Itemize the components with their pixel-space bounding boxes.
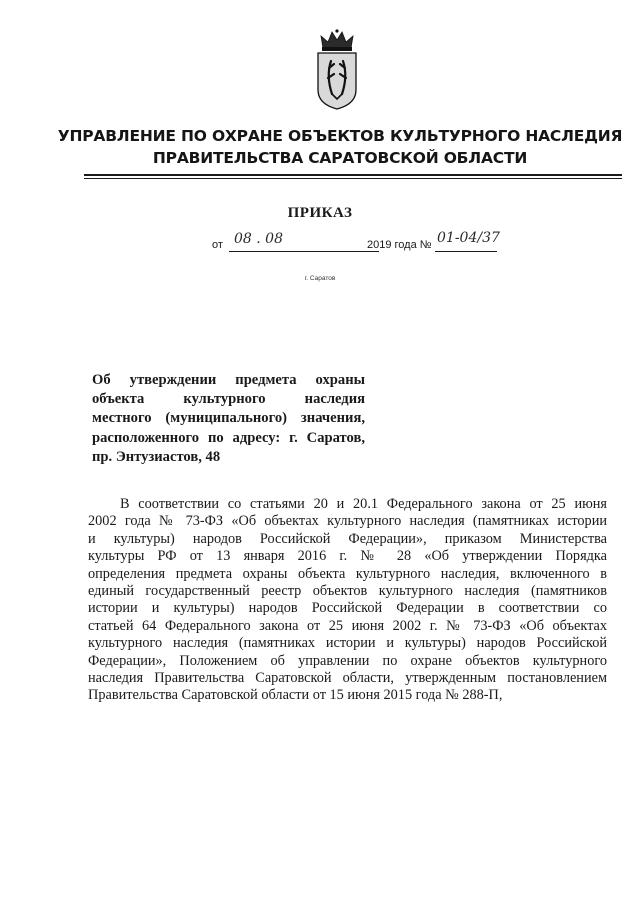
handwritten-date: 08 . 08: [234, 231, 283, 247]
body-line: В соответствии со статьями 20 и 20.1 Федерального закона от 25 июня: [120, 496, 607, 512]
body-line: единый государственный реестр объектов культурного наследия (памятников: [88, 583, 607, 600]
handwritten-order-number: 01-04/37: [437, 230, 500, 246]
subject-line: объекта культурного наследия: [92, 391, 365, 408]
body-line: Федерации», Положением об управлении по охране объектов культурного: [88, 652, 607, 669]
date-underline: [229, 251, 379, 252]
city-label: г. Саратов: [304, 275, 336, 282]
body-line: определения предмета охраны объекта культурного наследия, включенного в: [88, 565, 607, 582]
number-underline: [435, 251, 497, 252]
saratov-coat-of-arms-icon: [312, 28, 362, 110]
date-prefix-label: от: [212, 239, 223, 251]
body-line: 2002 года № 73-ФЗ «Об объектах культурного наследия (памятниках истории: [88, 513, 607, 530]
preamble-paragraph: [88, 496, 607, 705]
subject-line: местного (муниципального) значения,: [92, 410, 365, 427]
body-line: Правительства Саратовской области от 15 июня 2015 года № 288-П,: [88, 687, 503, 704]
subject-line: Об утверждении предмета охраны: [92, 372, 365, 388]
body-line: культуры РФ от 13 января 2016 г. № 28 «Об утверждении Порядка: [88, 548, 607, 565]
order-subject: [92, 371, 365, 467]
order-date-number-line: [212, 230, 512, 252]
subject-line: расположенного по адресу: г. Саратов,: [92, 429, 365, 446]
body-line: истории и культуры) народов Российской Федерации в соответствии со: [88, 600, 607, 617]
body-line: статьей 64 Федерального закона от 25 июня 2002 г. № 73-ФЗ «Об объектах: [88, 617, 607, 634]
header-rule-thick: [84, 174, 622, 176]
body-line: культурного наследия (памятниках истории и культуры) народов Российской: [88, 635, 607, 652]
document-type-title: ПРИКАЗ: [287, 205, 353, 221]
subject-line: пр. Энтузиастов, 48: [92, 448, 221, 465]
year-number-label: 2019 года №: [367, 239, 432, 251]
body-line: наследия Правительства Саратовской области, утвержденным постановлением: [88, 670, 607, 687]
organization-name-line1: УПРАВЛЕНИЕ ПО ОХРАНЕ ОБЪЕКТОВ КУЛЬТУРНОГО НАСЛЕДИЯ: [57, 127, 623, 145]
organization-name-line2: ПРАВИТЕЛЬСТВА САРАТОВСКОЙ ОБЛАСТИ: [152, 149, 528, 167]
body-line: и культуры) народов Российской Федерации», приказом Министерства: [88, 530, 607, 547]
header-rule-thin: [84, 178, 622, 179]
